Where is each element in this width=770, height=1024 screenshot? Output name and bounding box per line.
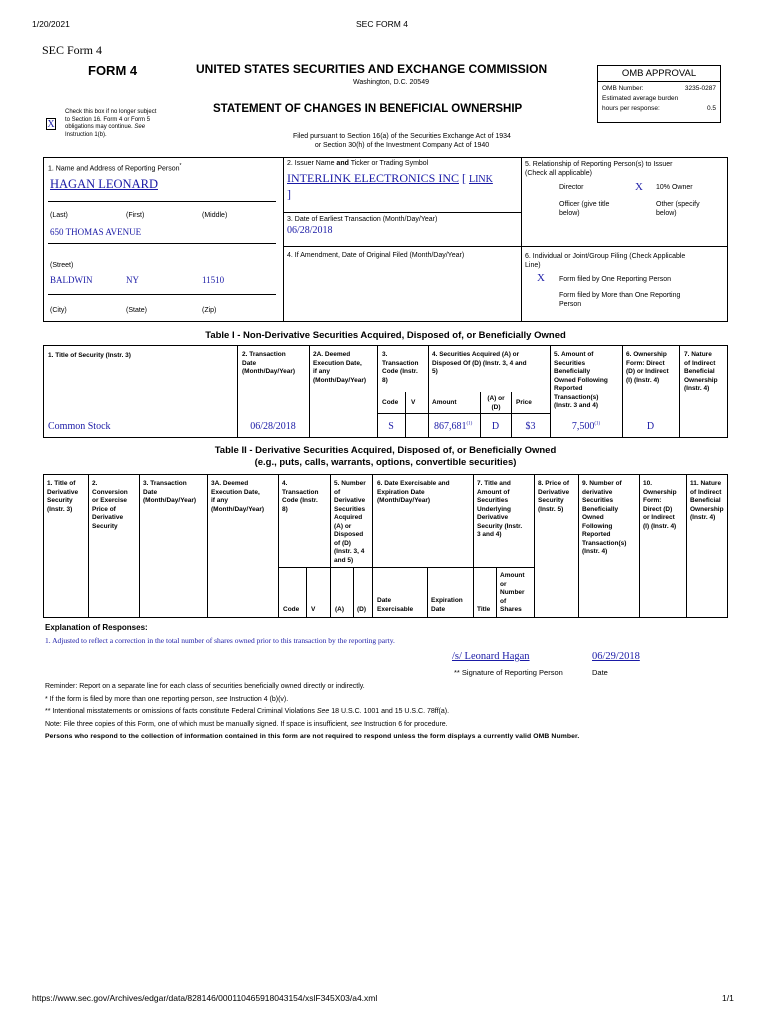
explanation-note: 1. Adjusted to reflect a correction in the total number of shares owned prior to this transaction by the reporting party.: [45, 636, 395, 645]
earliest-date-label: 3. Date of Earliest Transaction (Month/Day/Year): [287, 216, 438, 223]
t2-h8: 8. Price of Derivative Security (Instr. 5): [538, 480, 570, 513]
t2-h7: 7. Title and Amount of Securities Underlying Derivative Security (Instr. 3 and 4): [477, 480, 523, 538]
t1-row-form: D: [646, 421, 655, 432]
one-person-checkbox[interactable]: X: [537, 272, 545, 284]
t1-h2a: 2A. Deemed Execution Date, if any (Month/Day/Year): [313, 351, 367, 384]
form-label: FORM 4: [88, 63, 138, 78]
t1-row-price: $3: [525, 421, 536, 432]
t1-h2: 2. Transaction Date (Month/Day/Year): [242, 351, 296, 375]
middle-label: (Middle): [202, 212, 228, 219]
t2-h10: 10. Ownership Form: Direct (D) or Indirect (I) (Instr. 4): [643, 480, 677, 530]
t2-h2: 2. Conversion or Exercise Price of Derivative Security: [92, 480, 128, 530]
no-longer-subject-checkbox[interactable]: X: [47, 119, 55, 130]
t2-h3: 3. Transaction Date (Month/Day/Year): [143, 480, 197, 504]
t1-row-date: 06/28/2018: [250, 421, 296, 432]
director-label: Director: [559, 184, 584, 191]
signature-date-label: Date: [592, 668, 608, 677]
street-address: 650 THOMAS AVENUE: [50, 227, 142, 237]
t2-sub-date-exercisable: Date Exercisable: [377, 597, 414, 613]
t1-sub-aord: (A) or (D): [487, 395, 505, 411]
t2-h4: 4. Transaction Code (Instr. 8): [282, 480, 319, 513]
other-label: Other (specify below): [656, 201, 700, 217]
t2-sub-d: (D): [357, 606, 367, 613]
t1-sub-price: Price: [516, 399, 532, 406]
reminder-text: Reminder: Report on a separate line for each class of securities beneficially owned directly or indirectly.: [45, 683, 365, 690]
one-person-label: Form filed by One Reporting Person: [559, 276, 672, 283]
t1-h7: 7. Nature of Indirect Beneficial Ownership (Instr. 4): [684, 351, 718, 392]
filed-pursuant: Filed pursuant to Section 16(a) of the Securities Exchange Act of 1934 or Section 30(h) of the Investment Company Act of 1940: [293, 133, 511, 149]
first-label: (First): [126, 212, 145, 219]
ten-pct-owner-label: 10% Owner: [656, 184, 693, 191]
t2-sub-title: Title: [477, 606, 491, 613]
footer-page: 1/1: [722, 993, 734, 1003]
omb-number-label: OMB Number:: [602, 85, 644, 92]
t1-row-aord: D: [491, 421, 500, 432]
footer-url[interactable]: https://www.sec.gov/Archives/edgar/data/828146/000110465918043154/xslF345X03/a4.xml: [32, 993, 378, 1003]
omb-number: 3235-0287: [684, 85, 716, 92]
print-title: SEC FORM 4: [356, 19, 408, 29]
director-checkbox[interactable]: X: [635, 181, 643, 193]
t1-sub-code: Code: [382, 399, 399, 406]
city-label: (City): [50, 307, 67, 314]
t2-h9: 9. Number of derivative Securities Beneficially Owned Following Reported Transaction(s) (Instr. 4): [582, 480, 627, 555]
zip-label: (Zip): [202, 307, 217, 314]
t1-row-title: Common Stock: [48, 421, 111, 432]
file-note: Note: File three copies of this Form, one of which must be manually signed. If space is insufficient, see Instruction 6 for procedure.: [45, 720, 448, 728]
issuer-name[interactable]: INTERLINK ELECTRONICS INC [ LINK ]: [287, 171, 493, 201]
t2-sub-amount: Amount or Number of Shares: [500, 572, 525, 613]
amendment-label: 4. If Amendment, Date of Original Filed (Month/Day/Year): [287, 252, 465, 259]
t1-sub-amount: Amount: [432, 399, 457, 406]
explanation-label: Explanation of Responses:: [45, 623, 148, 632]
t2-h1: 1. Title of Derivative Security (Instr. 3): [47, 480, 79, 513]
t2-sub-v: V: [311, 606, 316, 613]
commission-location: Washington, D.C. 20549: [352, 79, 429, 86]
state-label: (State): [126, 307, 148, 314]
footnotes: [45, 681, 735, 744]
signature-label: ** Signature of Reporting Person: [454, 668, 563, 677]
sec-form-label: SEC Form 4: [42, 43, 103, 57]
city-value: BALDWIN: [50, 275, 93, 285]
filing-label: 6. Individual or Joint/Group Filing (Check Applicable Line): [525, 253, 686, 269]
t1-row-code: S: [388, 421, 394, 432]
t1-row-amount: 867,681$^{(1)}$: [434, 421, 473, 432]
table1-title: Table I - Non-Derivative Securities Acquired, Disposed of, or Beneficially Owned: [205, 330, 566, 341]
t2-h6: 6. Date Exercisable and Expiration Date (Month/Day/Year): [377, 480, 450, 504]
zip-value: 11510: [202, 275, 225, 285]
omb-hours-label: hours per response:: [602, 105, 660, 112]
omb-title: OMB APPROVAL: [598, 66, 720, 82]
t1-h3: 3. Transaction Code (Instr. 8): [382, 351, 419, 384]
relationship-label: 5. Relationship of Reporting Person(s) to Issuer (Check all applicable): [525, 161, 673, 177]
street-label: (Street): [50, 262, 74, 269]
star-note: * If the form is filed by more than one reporting person, see Instruction 4 (b)(v).: [45, 695, 289, 703]
t1-h4: 4. Securities Acquired (A) or Disposed Of (D) (Instr. 3, 4 and 5): [432, 351, 527, 375]
t2-h5: 5. Number of Derivative Securities Acquired (A) or Disposed of (D) (Instr. 3, 4 and 5): [334, 480, 366, 564]
statement-title: STATEMENT OF CHANGES IN BENEFICIAL OWNERSHIP: [213, 103, 523, 115]
t2-h3a: 3A. Deemed Execution Date, if any (Month/Day/Year): [211, 480, 265, 513]
reporting-person-label: 1. Name and Address of Reporting Person*: [48, 163, 182, 173]
t1-h1: 1. Title of Security (Instr. 3): [48, 352, 131, 359]
omb-hours: 0.5: [706, 105, 716, 112]
omb-disclaimer: Persons who respond to the collection of information contained in this form are not required to respond unless the form displays a currently valid OMB Number.: [45, 733, 580, 740]
commission-title: UNITED STATES SECURITIES AND EXCHANGE COMMISSION: [196, 62, 548, 76]
t2-sub-code: Code: [283, 606, 300, 613]
t2-h11: 11. Nature of Indirect Beneficial Ownership (Instr. 4): [690, 480, 724, 521]
omb-approval-box: [597, 65, 721, 123]
reporting-person-name[interactable]: HAGAN LEONARD: [50, 177, 158, 191]
t2-sub-expiration: Expiration Date: [431, 597, 463, 613]
table2-title: Table II - Derivative Securities Acquired, Disposed of, or Beneficially Owned (e.g., puts, calls, warrants, options, convertible securities): [214, 445, 557, 468]
checkbox-text: Check this box if no longer subject to Section 16. Form 4 or Form 5 obligations may continue. See Instruction 1(b).: [65, 109, 157, 138]
t2-sub-a: (A): [335, 606, 345, 613]
issuer-label: 2. Issuer Name and Ticker or Trading Symbol: [287, 160, 429, 167]
t1-row-owned: 7,500$^{(1)}$: [571, 421, 601, 432]
print-date: 1/20/2021: [32, 19, 70, 29]
signature-name: /s/ Leonard Hagan: [452, 651, 530, 662]
earliest-date-value: 06/28/2018: [287, 225, 333, 236]
t1-h6: 6. Ownership Form: Direct (D) or Indirect (I) (Instr. 4): [626, 351, 669, 384]
signature-date: 06/29/2018: [592, 651, 640, 662]
t1-sub-v: V: [411, 399, 416, 406]
officer-label: Officer (give title below): [559, 201, 610, 217]
t1-h5: 5. Amount of Securities Beneficially Owned Following Reported Transaction(s) (Instr. 3 and 4): [554, 351, 608, 409]
more-persons-label: Form filed by More than One Reporting Person: [559, 292, 681, 308]
double-star-note: ** Intentional misstatements or omissions of facts constitute Federal Criminal Violations See 18 U.S.C. 1001 and 15 U.S.C. 78ff(a).: [45, 708, 450, 715]
last-label: (Last): [50, 212, 68, 219]
omb-burden-label: Estimated average burden: [602, 95, 679, 102]
state-value: NY: [126, 275, 139, 285]
